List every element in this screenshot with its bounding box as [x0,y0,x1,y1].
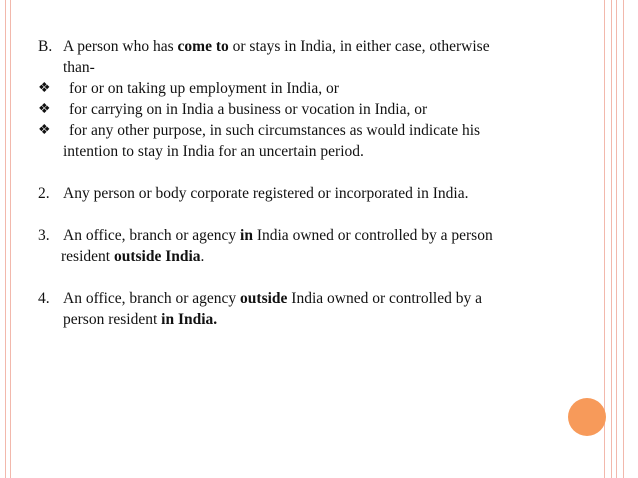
item-4-text: person resident [63,311,162,328]
list-item-2 [38,183,578,204]
bullet-text-continuation: intention to stay in India for an uncertain period. [63,143,364,160]
item-4-line2 [63,309,578,330]
item-b-line1 [63,36,578,57]
bullet-text: for any other purpose, in such circumstances as would indicate his [69,122,481,139]
item-b-text: A person who has [63,38,178,55]
item-b-bold: come to [177,38,229,55]
bullet-item-2 [38,99,578,120]
item-marker: 2. [38,185,50,202]
item-3-line2 [61,246,578,267]
item-3-text: resident [61,248,114,265]
item-4-line1 [63,288,578,309]
item-3-bold: outside India [113,248,201,265]
item-3-text: An office, branch or agency [63,227,241,244]
diamond-bullet-icon: ❖ [38,123,51,138]
list-item-b [38,36,578,78]
orange-circle-decoration [568,398,606,436]
item-3-text-post: India owned or controlled by a person [252,227,493,244]
right-border-line-2 [611,0,612,478]
bullet-item-1 [38,78,578,99]
bullet-item-3 [38,120,578,141]
item-b-line2: than- [63,59,95,76]
item-marker: 3. [38,227,50,244]
diamond-bullet-icon: ❖ [38,81,51,96]
list-item-3 [38,225,578,267]
right-border-line-1 [604,0,605,478]
left-border-line-inner [10,0,11,478]
spacer [38,267,578,288]
item-3-line1 [63,225,578,246]
right-border-line-4 [623,0,624,478]
item-3-text-post: . [200,248,205,265]
item-4-bold: outside [240,290,288,307]
item-4-text-post: India owned or controlled by a [287,290,482,307]
slide-content [38,36,578,330]
diamond-bullet-icon: ❖ [38,102,51,117]
item-marker: B. [38,38,53,55]
item-3-bold: in [240,227,253,244]
list-item-4 [38,288,578,330]
right-border-line-3 [616,0,617,478]
item-2-text: Any person or body corporate registered or incorporated in India. [63,185,469,202]
item-4-bold: in India. [161,311,218,328]
item-b-text-post: or stays in India, in either case, otherwise [228,38,490,55]
bullet-text: for carrying on in India a business or vocation in India, or [69,101,428,118]
item-marker: 4. [38,290,50,307]
spacer [38,204,578,225]
spacer [38,162,578,183]
bullet-text: for or on taking up employment in India, or [69,80,339,97]
bullet-3-continuation [38,141,578,162]
left-border-line-outer [5,0,6,478]
item-4-text: An office, branch or agency [63,290,241,307]
